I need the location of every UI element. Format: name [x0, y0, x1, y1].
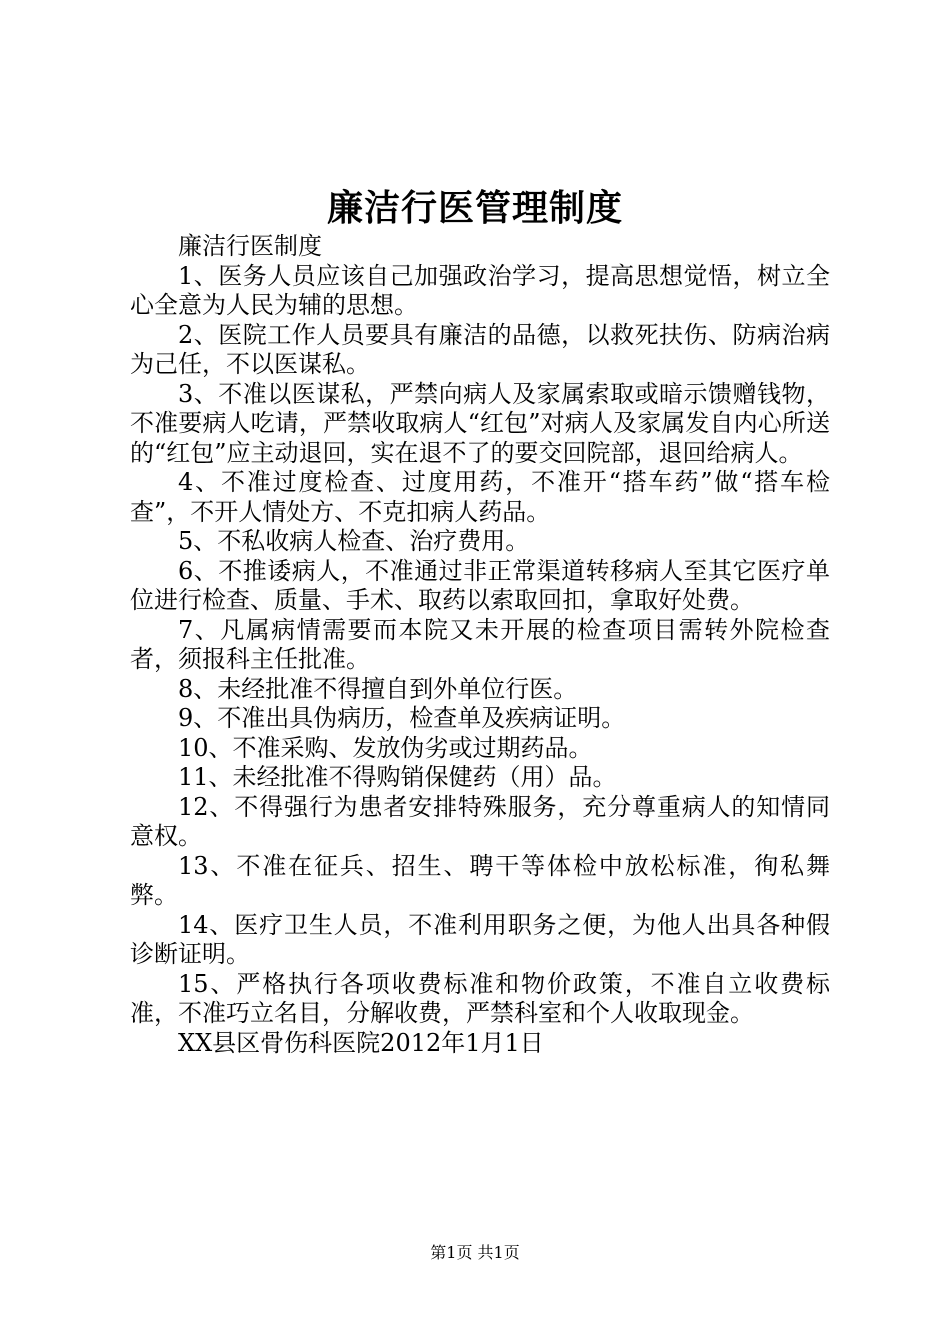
paragraph-item-10: 10、不准采购、发放伪劣或过期药品。	[178, 733, 593, 762]
paragraph-item-3: 3、不准以医谋私，严禁向病人及家属索取或暗示馈赠钱物，不准要病人吃请，严禁收取病人“红包”对病人及家属发自内心所送的“红包”应主动退回，实在退不了的要交回院部，退回给病人。	[130, 379, 830, 467]
paragraph-item-9: 9、不准出具伪病历，检查单及疾病证明。	[178, 704, 626, 732]
signature-line: XX县区骨伤科医院2012年1月1日	[178, 1028, 544, 1057]
document-title: 廉洁行医管理制度	[326, 187, 623, 229]
paragraph-item-7: 7、凡属病情需要而本院又未开展的检查项目需转外院检查者，须报科主任批准。	[130, 615, 830, 673]
paragraph-item-4: 4、不准过度检查、过度用药，不准开“搭车药”做“搭车检查”，不开人情处方、不克扣病人药品。	[130, 468, 830, 526]
paragraph-item-6: 6、不推诿病人，不准通过非正常渠道转移病人至其它医疗单位进行检查、质量、手术、取药以索取回扣，拿取好处费。	[130, 556, 830, 614]
paragraph-item-8: 8、未经批准不得擅自到外单位行医。	[178, 674, 578, 703]
page-footer: 第1页 共1页	[430, 1243, 520, 1262]
paragraph-item-1: 1、医务人员应该自己加强政治学习，提高思想觉悟，树立全心全意为人民为辅的思想。	[130, 261, 830, 319]
paragraph-item-12: 12、不得强行为患者安排特殊服务，充分尊重病人的知情同意权。	[130, 792, 830, 850]
paragraph-item-13: 13、不准在征兵、招生、聘干等体检中放松标准，徇私舞弊。	[130, 851, 830, 909]
paragraph-item-15: 15、严格执行各项收费标准和物价政策，不准自立收费标准，不准巧立名目，分解收费，严禁科室和个人收取现金。	[130, 969, 830, 1027]
paragraph-item-11: 11、未经批准不得购销保健药（用）品。	[178, 763, 617, 791]
paragraph-item-5: 5、不私收病人检查、治疗费用。	[178, 527, 530, 555]
paragraph-heading: 廉洁行医制度	[178, 232, 322, 260]
document-body	[130, 232, 830, 1058]
paragraph-item-14: 14、医疗卫生人员，不准利用职务之便，为他人出具各种假诊断证明。	[130, 910, 830, 968]
paragraph-item-2: 2、医院工作人员要具有廉洁的品德，以救死扶伤、防病治病为己任，不以医谋私。	[130, 320, 830, 378]
